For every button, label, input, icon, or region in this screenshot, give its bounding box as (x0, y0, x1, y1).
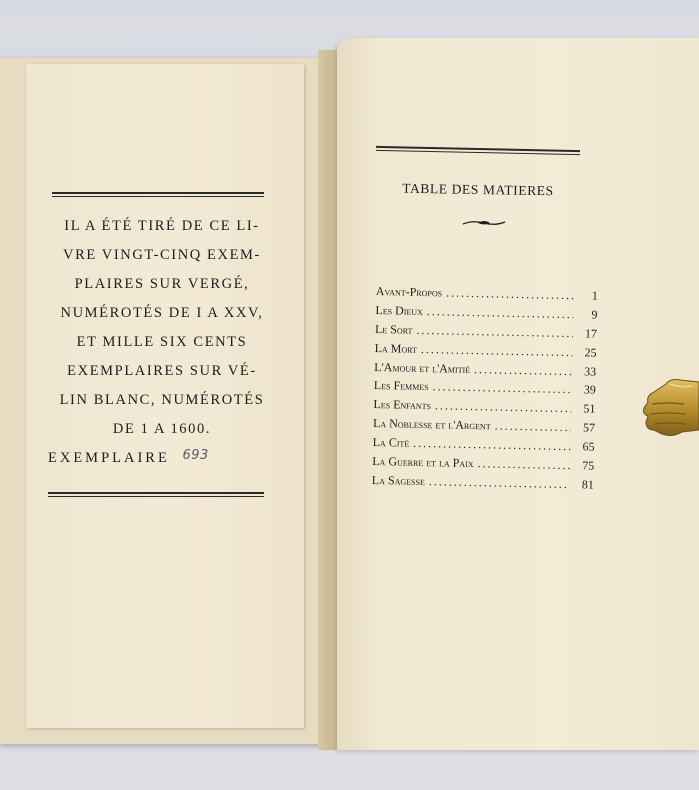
toc-entry-label: La Sagesse (371, 472, 426, 488)
exemplaire-label: EXEMPLAIRE (48, 450, 170, 466)
leader-dots (427, 304, 574, 322)
leader-dots (416, 323, 573, 341)
colophon-line: PLAIRES SUR VERGÉ, (74, 276, 250, 292)
leader-dots (474, 362, 572, 379)
toc-entry-label: Les Enfants (373, 397, 432, 413)
colophon-line: NUMÉROTÉS DE I A XXV, (60, 305, 264, 321)
leader-dots (477, 456, 570, 473)
leader-dots (421, 342, 573, 360)
exemplaire-number: 693 (182, 448, 209, 463)
toc-entry-label: La Cité (372, 435, 410, 450)
ornament-icon (462, 218, 506, 228)
toc-entry-label: La Mort (374, 340, 418, 356)
toc-entry-page: 39 (583, 382, 596, 398)
colophon-text (44, 212, 280, 444)
toc-entry-label: Le Sort (374, 321, 413, 337)
bottom-double-rule (48, 492, 264, 497)
brass-hand-clip-icon (640, 374, 699, 440)
toc-entry-page: 33 (584, 363, 597, 379)
leader-dots (435, 399, 572, 417)
toc-entry-page: 81 (581, 477, 594, 492)
toc-entry-page: 1 (591, 288, 598, 303)
leader-dots (429, 474, 570, 492)
leader-dots (413, 436, 571, 454)
toc-entry-label: L'Amour et l'Amitié (374, 359, 471, 376)
toc-entry-label: Avant-Propos (375, 284, 443, 300)
toc-entry-page: 57 (582, 420, 596, 435)
colophon-line: EXEMPLAIRES SUR VÉ- (67, 363, 257, 379)
toc-entry-label: La Guerre et la Paix (372, 453, 474, 471)
colophon-line: LIN BLANC, NUMÉROTÉS (59, 392, 265, 408)
toc-entry-page: 17 (584, 326, 598, 341)
leader-dots (432, 380, 571, 398)
colophon-line: DE 1 A 1600. (112, 421, 212, 437)
leader-dots (494, 419, 571, 436)
toc-entry-page: 9 (591, 307, 598, 322)
toc-entry-page: 25 (584, 345, 597, 360)
toc-entry-page: 75 (582, 458, 595, 473)
exemplaire-line (48, 450, 209, 467)
leader-dots (446, 285, 574, 303)
toc-entry-label: La Noblesse et l'Argent (372, 416, 491, 433)
toc-title: TABLE DES MATIERES (402, 180, 554, 199)
colophon-line: ET MILLE SIX CENTS (76, 334, 248, 350)
top-double-rule (52, 192, 264, 197)
colophon-line: VRE VINGT-CINQ EXEM- (63, 247, 261, 263)
toc-entry-label: Les Femmes (373, 378, 429, 394)
toc-list (372, 284, 598, 496)
toc-entry-label: Les Dieux (375, 302, 424, 318)
toc-entry-page: 51 (583, 401, 596, 416)
toc-entry-page: 65 (582, 439, 595, 454)
colophon-line: IL A ÉTÉ TIRÉ DE CE LI- (64, 218, 260, 234)
